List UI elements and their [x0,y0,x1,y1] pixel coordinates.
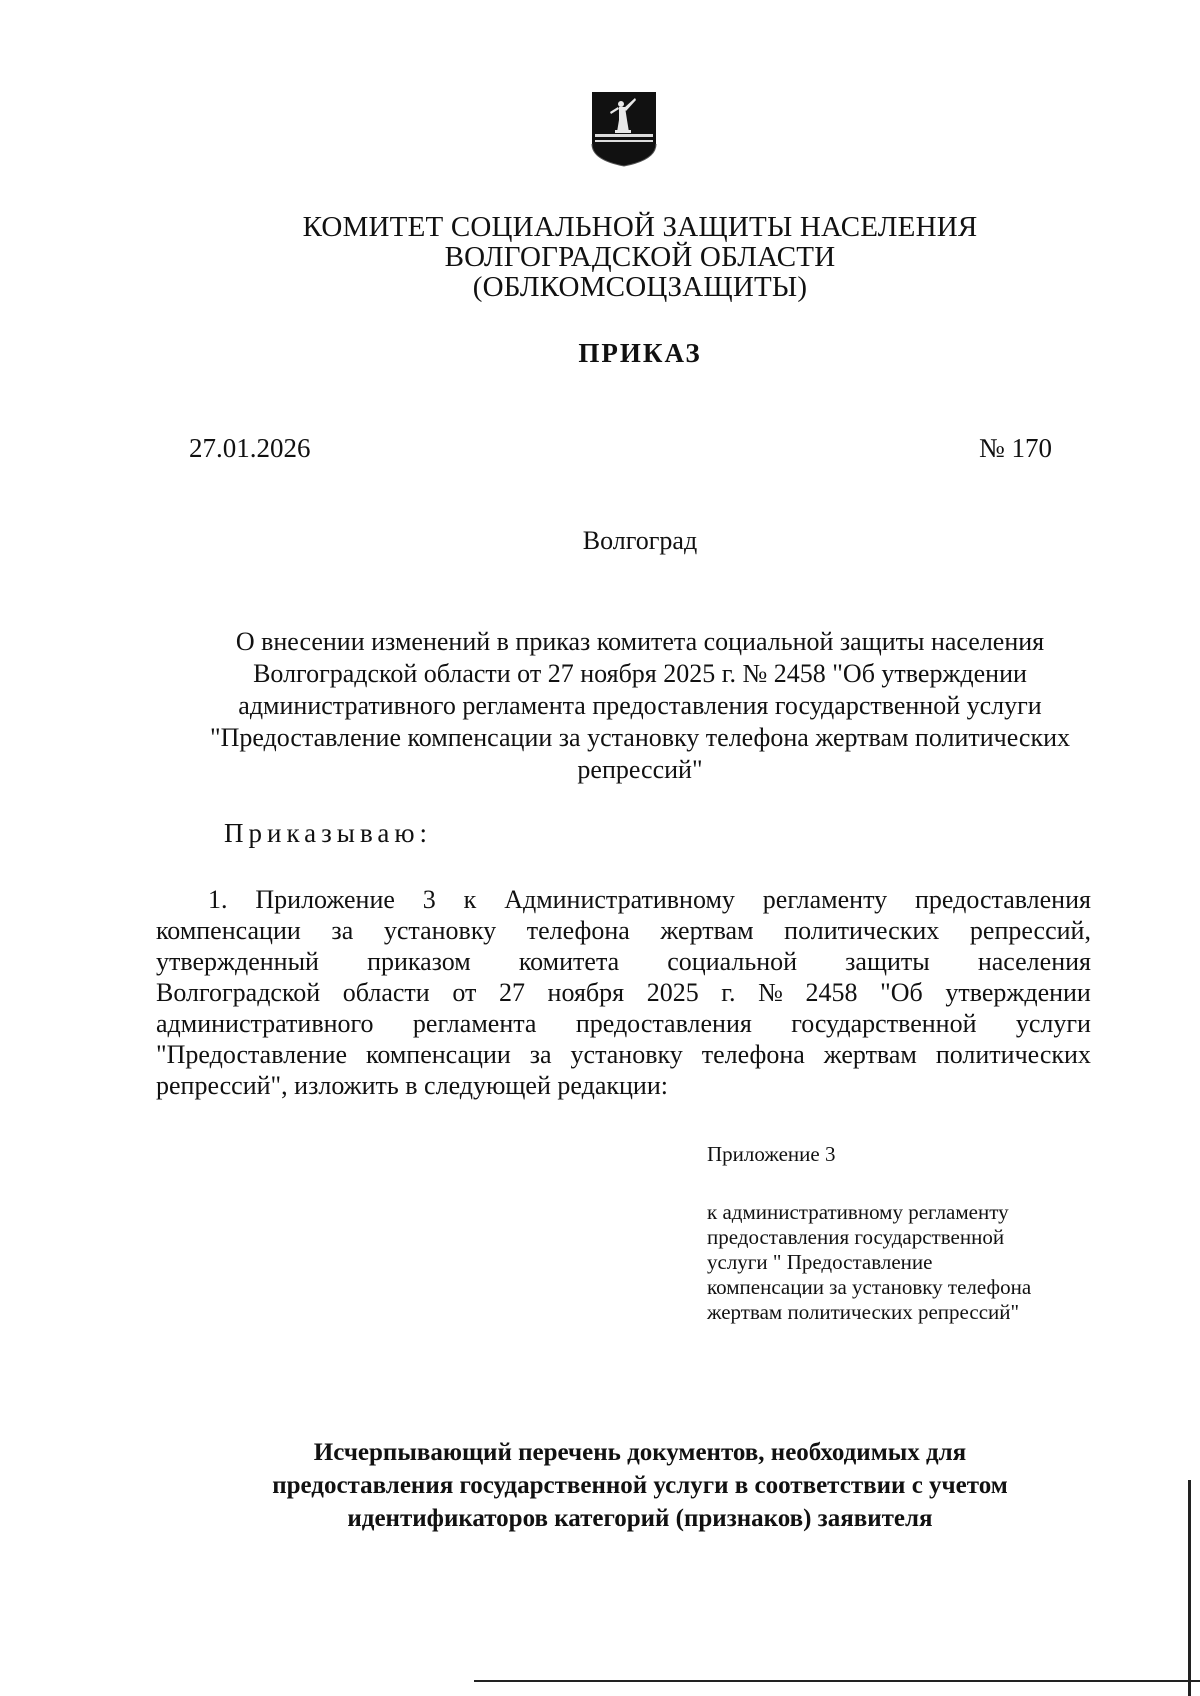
word: политических [935,1040,1091,1069]
order-title: ПРИКАЗ [578,338,702,368]
subject-line: "Предоставление компенсации за установку телефона жертвам политических [209,723,1071,752]
section-title-line: Исчерпывающий перечень документов, необходимых для [313,1439,967,1466]
word: телефона [701,1040,805,1069]
organization-name [200,212,1080,302]
word: предоставления [575,1009,752,1038]
word: компенсации [366,1040,511,1069]
word: регламенту [762,885,888,914]
justified-line [156,1039,1091,1070]
justified-line [156,946,1091,977]
word: предоставления [914,885,1091,914]
word: телефона [526,916,630,945]
word: к [463,885,477,914]
word: области [342,978,430,1007]
justified-line [156,884,1091,915]
org-line: (ОБЛКОМСОЦЗАЩИТЫ) [472,271,808,303]
subject-line: репрессий" [577,755,703,784]
word: комитета [518,947,620,976]
word: 2025 [646,978,699,1007]
word: жертвам [660,916,754,945]
word: населения [977,947,1091,976]
scan-edge-line [1188,1480,1191,1696]
word: административного [156,1009,374,1038]
appendix-line: предоставления государственной [707,1225,1005,1249]
appendix-caption [707,1200,1031,1325]
paragraph-last-line: репрессий", изложить в следующей редакции: [156,1071,668,1100]
word: Административному [504,885,735,914]
word: государственной [791,1009,977,1038]
paragraph-1 [156,884,1091,1101]
word: 2458 [805,978,858,1007]
org-line: ВОЛГОГРАДСКОЙ ОБЛАСТИ [444,241,836,273]
appendix-label: Приложение 3 [707,1142,836,1166]
city: Волгоград [582,526,698,555]
justified-line [156,915,1091,946]
word: Волгоградской [156,978,321,1007]
order-number: № 170 [978,433,1052,463]
section-title [150,1436,1130,1535]
coat-of-arms-icon [589,90,659,168]
word: социальной [667,947,798,976]
word: установку [383,916,497,945]
word: регламента [412,1009,537,1038]
word: за [529,1040,552,1069]
word: г. [721,978,736,1007]
order-subject [150,626,1130,786]
word: политических [784,916,940,945]
word: установку [570,1040,683,1069]
word: 1. [208,885,228,914]
org-line: КОМИТЕТ СОЦИАЛЬНОЙ ЗАЩИТЫ НАСЕЛЕНИЯ [302,211,978,243]
word: от [452,978,477,1007]
appendix-line: компенсации за установку телефона [707,1275,1032,1299]
appendix-line: к административному регламенту [707,1200,1009,1224]
appendix-line: услуги " Предоставление [707,1250,933,1274]
word: 27 [498,978,525,1007]
word: услуги [1015,1009,1091,1038]
decree-word: Приказываю: [224,818,432,848]
word: утвержденный [156,947,319,976]
word: "Предоставление [156,1040,348,1069]
word: "Об [880,978,923,1007]
subject-line: административного регламента предоставления государственной услуги [238,691,1042,720]
word: жертвам [823,1040,917,1069]
word: приказом [367,947,471,976]
word: за [331,916,354,945]
word: утверждении [945,978,1091,1007]
section-title-line: предоставления государственной услуги в соответствии с учетом [272,1472,1008,1499]
word: защиты [845,947,930,976]
subject-line: О внесении изменений в приказ комитета социальной защиты населения [235,627,1045,656]
word: компенсации [156,916,301,945]
word: репрессий, [969,916,1091,945]
word: № [758,978,783,1007]
order-date: 27.01.2026 [189,433,311,463]
subject-line: Волгоградской области от 27 ноября 2025 г. № 2458 "Об утверждении [253,659,1027,688]
justified-line [156,977,1091,1008]
word: Приложение [255,885,395,914]
scan-edge-line [474,1680,1200,1682]
appendix-line: жертвам политических репрессий" [707,1300,1020,1324]
justified-line [156,1008,1091,1039]
word: 3 [422,885,436,914]
section-title-line: идентификаторов категорий (признаков) заявителя [347,1505,933,1532]
word: ноября [547,978,625,1007]
